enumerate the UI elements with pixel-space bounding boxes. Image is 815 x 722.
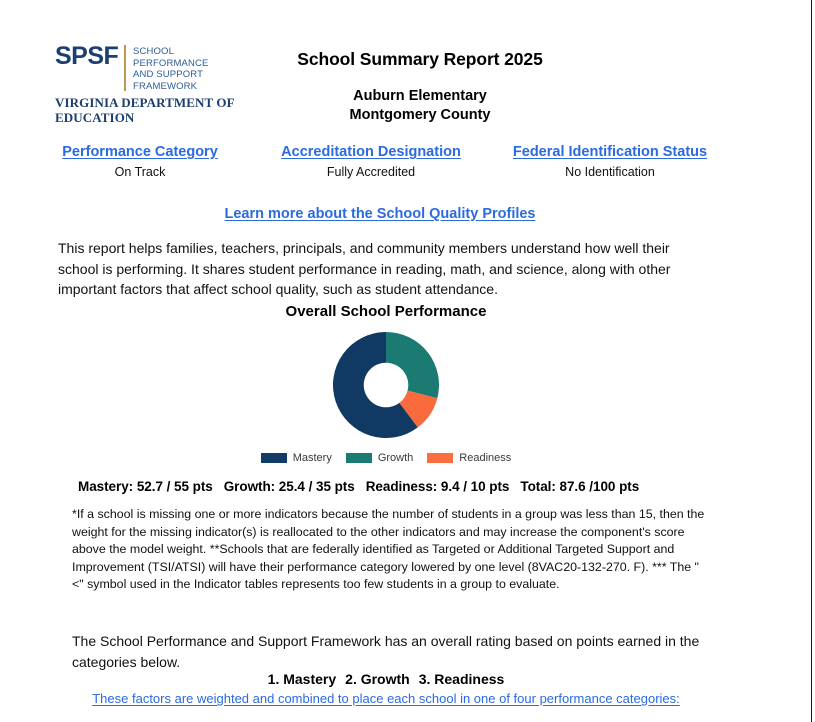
category-item-3: 3. Readiness (418, 671, 505, 687)
learn-more-school-quality-profiles-link[interactable]: Learn more about the School Quality Profiles (224, 206, 536, 222)
school-name: Auburn Elementary (353, 88, 487, 104)
page-title: School Summary Report 2025 (297, 49, 543, 69)
legend-item-mastery (261, 452, 332, 464)
logo-agency-name: VIRGINIA DEPARTMENT OF EDUCATION (55, 95, 235, 125)
categories-list-line (0, 671, 772, 687)
chart-heading: Overall School Performance (285, 303, 487, 320)
donut-chart-svg (333, 332, 439, 438)
federal-identification-status-value: No Identification (565, 165, 655, 179)
score-mastery: Mastery: 52.7 / 55 pts (78, 479, 213, 494)
logo-subtitle-line2: AND SUPPORT FRAMEWORK (133, 69, 203, 92)
federal-identification-status-link[interactable]: Federal Identification Status (512, 144, 708, 160)
logo-top-row (55, 44, 250, 92)
performance-category-link[interactable]: Performance Category (62, 144, 218, 160)
donut-slice-growth (386, 332, 439, 398)
footnote-text: *If a school is missing one or more indicators because the number of students in a group was less than 15, then the weight for the missing indicator(s) is reallocated to the other indicators and may increase the component's score above the model weight. **Schools that are federally identified as Targeted or Additional Targeted Support and Improvement (TSI/ATSI) will have their performance category lowered by one level (8VAC20-132-270. F). *** The "<" symbol used in the Indicator tables represents too few students in a group to evaluate. (72, 507, 705, 592)
logo-divider (124, 45, 126, 91)
score-summary-line (78, 479, 639, 494)
learn-more-row (0, 205, 760, 223)
weighted-factors-row (0, 690, 772, 708)
page-right-border (811, 0, 812, 722)
spsf-logo (55, 44, 250, 125)
status-federal-identification (490, 143, 730, 181)
report-header (0, 0, 772, 125)
closing-paragraph: The School Performance and Support Framework has an overall rating based on points earned in the categories below. (72, 633, 700, 670)
category-item-1: 1. Mastery (267, 671, 337, 687)
title-block (250, 48, 590, 125)
status-summary-row (0, 143, 772, 181)
score-growth: Growth: 25.4 / 35 pts (223, 479, 355, 494)
legend-swatch-readiness (427, 453, 453, 463)
logo-acronym: SPSF (55, 42, 119, 70)
score-readiness: Readiness: 9.4 / 10 pts (365, 479, 510, 494)
status-accreditation-designation (256, 143, 486, 181)
chart-legend (0, 452, 772, 464)
performance-category-value: On Track (114, 165, 166, 179)
division-name: Montgomery County (349, 107, 491, 123)
score-total: Total: 87.6 /100 pts (520, 479, 640, 494)
logo-subtitle (133, 44, 250, 92)
legend-label-growth: Growth (377, 452, 414, 464)
logo-subtitle-line1: SCHOOL PERFORMANCE (133, 46, 209, 69)
status-performance-category (30, 143, 250, 181)
weighted-factors-link[interactable]: These factors are weighted and combined to place each school in one of four performance categories: (92, 691, 680, 706)
category-item-2: 2. Growth (345, 671, 410, 687)
overall-performance-donut-chart (0, 332, 772, 438)
accreditation-designation-link[interactable]: Accreditation Designation (281, 144, 461, 160)
intro-paragraph: This report helps families, teachers, principals, and community members understand how well their school is performing. It shares student performance in reading, math, and science, along with other important factors that affect school quality, such as student attendance. (58, 240, 671, 297)
legend-swatch-growth (346, 453, 372, 463)
accreditation-designation-value: Fully Accredited (326, 165, 416, 179)
legend-swatch-mastery (261, 453, 287, 463)
donut-slices (333, 332, 439, 438)
legend-item-readiness (427, 452, 511, 464)
legend-item-growth (346, 452, 413, 464)
legend-label-readiness: Readiness (459, 452, 512, 464)
legend-label-mastery: Mastery (292, 452, 332, 464)
